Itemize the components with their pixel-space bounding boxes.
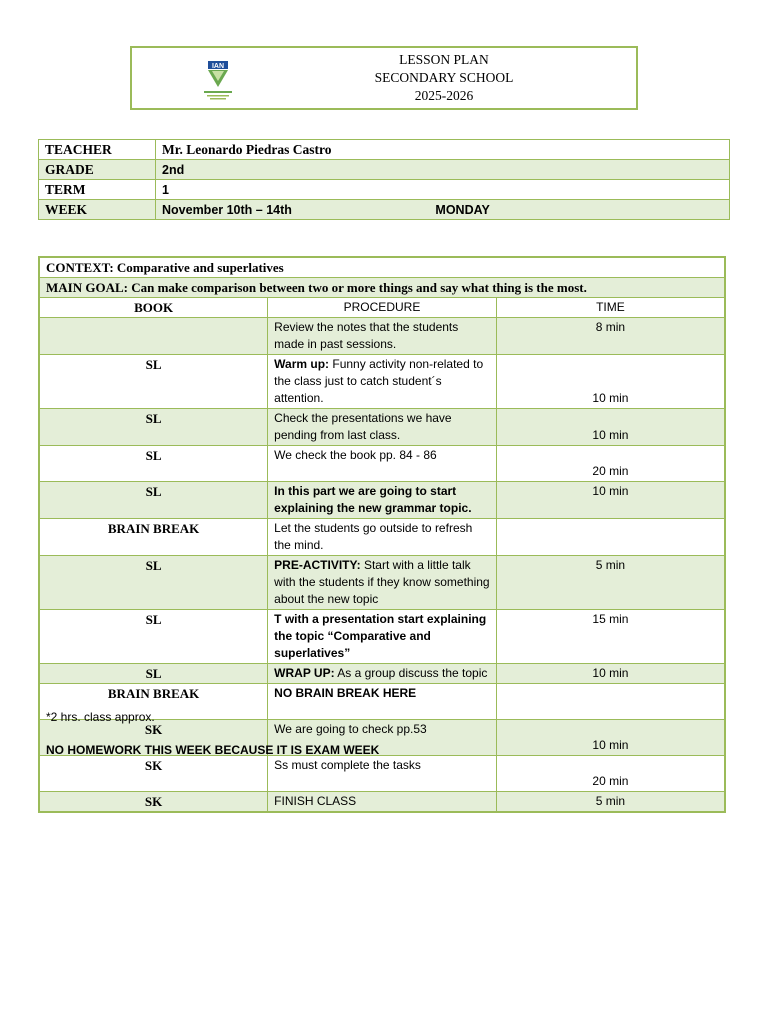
table-row (39, 409, 725, 446)
time-cell: 10 min (496, 355, 725, 409)
time-cell: 8 min (496, 318, 725, 355)
teacher-label: TEACHER (39, 140, 156, 160)
school-year-line: 2025-2026 (414, 88, 474, 103)
homework-notice: NO HOMEWORK THIS WEEK BECAUSE IT IS EXAM WEEK (46, 743, 380, 757)
procedure-cell: NO BRAIN BREAK HERE (268, 684, 497, 720)
table-row (39, 792, 725, 813)
time-cell: 20 min (496, 446, 725, 482)
time-cell: 5 min (496, 556, 725, 610)
teacher-row (39, 140, 730, 160)
book-cell: SL (39, 446, 268, 482)
table-row (39, 610, 725, 664)
book-cell: SL (39, 355, 268, 409)
time-cell: 20 min (496, 756, 725, 792)
book-cell: SL (39, 664, 268, 684)
table-row (39, 355, 725, 409)
procedure-cell: We check the book pp. 84 - 86 (268, 446, 497, 482)
time-cell (496, 684, 725, 720)
procedure-cell: Review the notes that the students made in past sessions. (268, 318, 497, 355)
procedure-cell: WRAP UP: As a group discuss the topic (268, 664, 497, 684)
time-cell: 10 min (496, 482, 725, 519)
time-column-header: TIME (496, 298, 725, 318)
day-value: MONDAY (435, 202, 490, 217)
table-row (39, 756, 725, 792)
time-cell: 15 min (496, 610, 725, 664)
main-goal-cell: MAIN GOAL: Can make comparison between two or more things and say what thing is the most. (39, 278, 725, 298)
table-row (39, 556, 725, 610)
book-cell: SK (39, 792, 268, 813)
time-cell: 5 min (496, 792, 725, 813)
context-row (39, 257, 725, 278)
grade-row (39, 160, 730, 180)
procedure-cell: FINISH CLASS (268, 792, 497, 813)
main-goal-row (39, 278, 725, 298)
book-cell (39, 318, 268, 355)
table-row (39, 519, 725, 556)
procedure-column-header: PROCEDURE (268, 298, 497, 318)
book-cell: BRAIN BREAK (39, 519, 268, 556)
book-cell: SL (39, 556, 268, 610)
grade-label: GRADE (39, 160, 156, 180)
week-row (39, 200, 730, 220)
procedure-cell: Check the presentations we have pending from last class. (268, 409, 497, 446)
table-row (39, 664, 725, 684)
week-label: WEEK (39, 200, 156, 220)
school-level-line: SECONDARY SCHOOL (374, 70, 514, 85)
title-line: LESSON PLAN (399, 52, 489, 67)
time-cell (496, 519, 725, 556)
table-row (39, 446, 725, 482)
procedure-cell: Warm up: Funny activity non-related to the class just to catch student´s attention. (268, 355, 497, 409)
book-cell: SK (39, 756, 268, 792)
procedure-cell: We are going to check pp.53 (268, 720, 497, 756)
book-cell: SL (39, 409, 268, 446)
info-table (38, 139, 730, 220)
table-row (39, 318, 725, 355)
book-column-header: BOOK (39, 298, 268, 318)
procedure-table (38, 256, 726, 813)
svg-text:IAN: IAN (211, 63, 225, 70)
term-row (39, 180, 730, 200)
book-cell: SL (39, 610, 268, 664)
teacher-value: Mr. Leonardo Piedras Castro (156, 140, 730, 160)
table-row (39, 482, 725, 519)
time-cell: 10 min (496, 720, 725, 756)
time-cell: 10 min (496, 664, 725, 684)
term-label: TERM (39, 180, 156, 200)
procedure-cell: PRE-ACTIVITY: Start with a little talk with the students if they know something about the new topic (268, 556, 497, 610)
book-cell: BRAIN BREAK (39, 684, 268, 720)
grade-value: 2nd (156, 160, 730, 180)
book-cell: SK (39, 720, 268, 756)
procedure-cell: In this part we are going to start explaining the new grammar topic. (268, 482, 497, 519)
column-header-row (39, 298, 725, 318)
context-cell: CONTEXT: Comparative and superlatives (39, 257, 725, 278)
week-value-cell (156, 200, 730, 220)
time-cell: 10 min (496, 409, 725, 446)
procedure-cell: T with a presentation start explaining the topic “Comparative and superlatives” (268, 610, 497, 664)
procedure-cell: Ss must complete the tasks (268, 756, 497, 792)
week-value: November 10th – 14th (162, 202, 292, 217)
header-box (130, 46, 638, 110)
procedure-cell: Let the students go outside to refresh the mind. (268, 519, 497, 556)
term-value: 1 (156, 180, 730, 200)
book-cell: SL (39, 482, 268, 519)
class-duration-note: *2 hrs. class approx. (46, 710, 155, 724)
